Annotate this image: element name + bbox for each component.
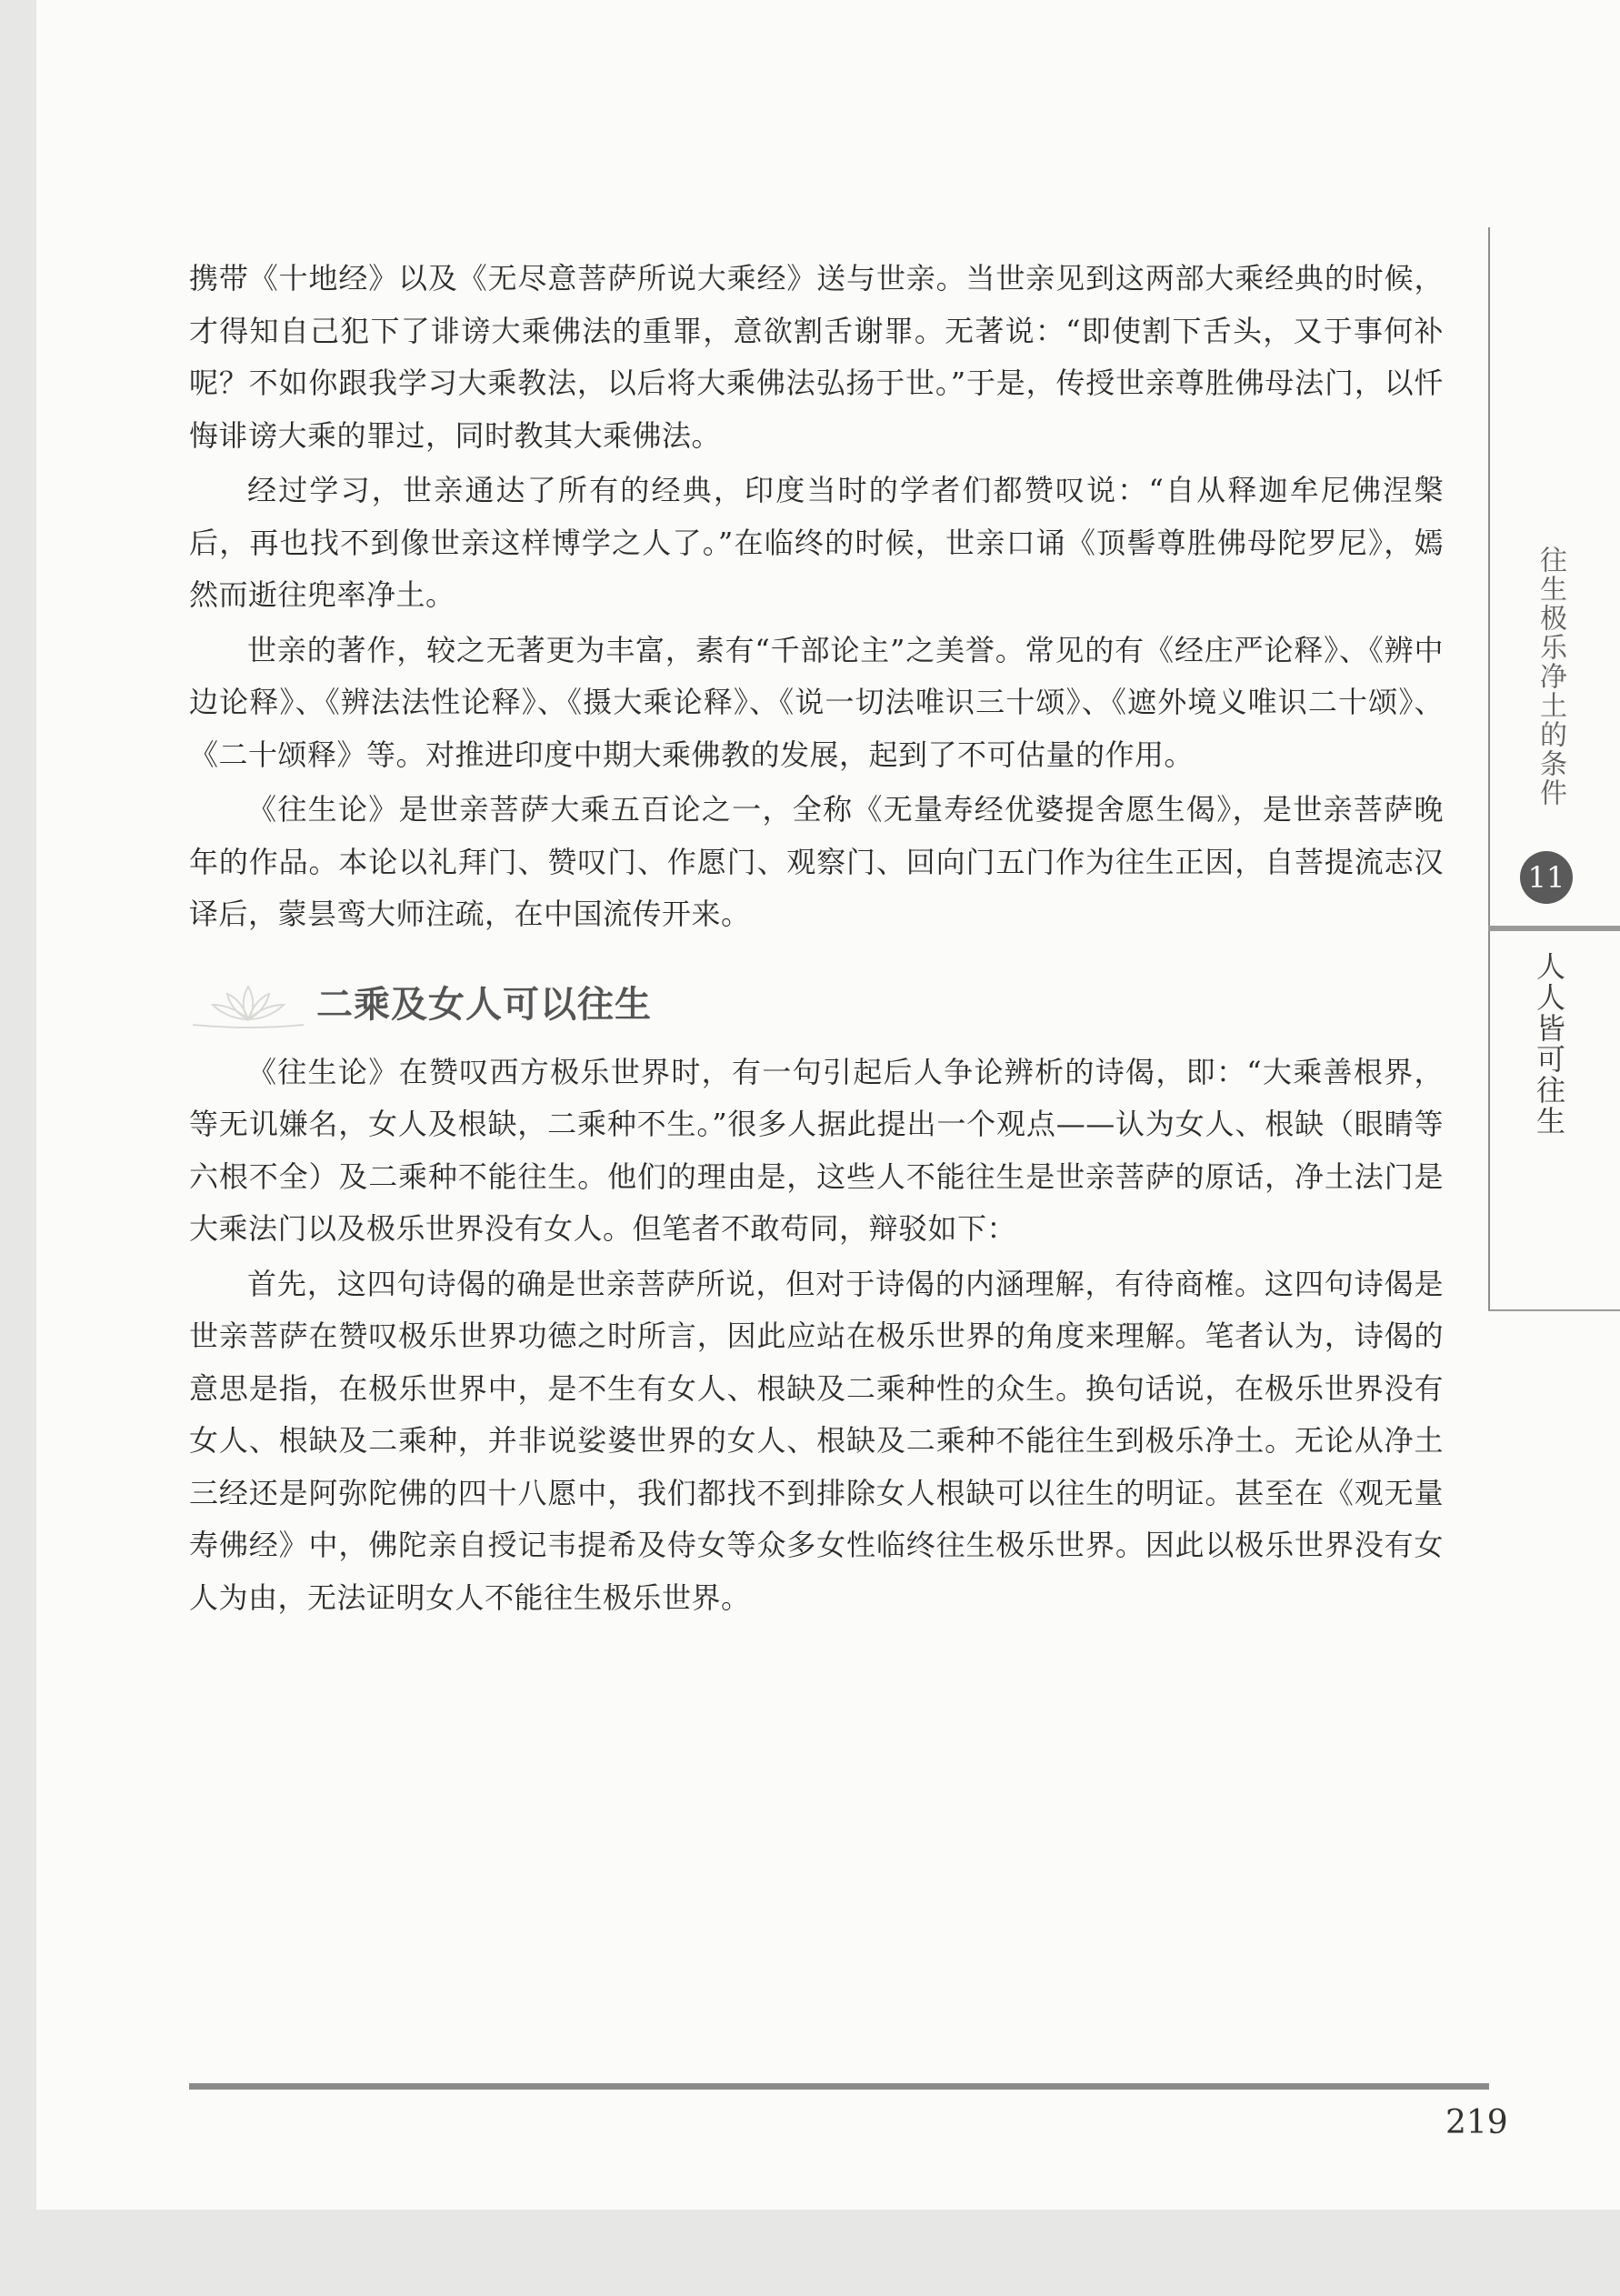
paragraph-3: 世亲的著作，较之无著更为丰富，素有“千部论主”之美誉。常见的有《经庄严论释》、《辨中边论释》、《辨法法性论释》、《摄大乘论释》、《说一切法唯识三十颂》、《遮外境义唯识二十颂》、《二十颂释》等。对推进印度中期大乘佛教的发展，起到了不可估量的作用。 (189, 632, 1444, 772)
paragraph-6: 首先，这四句诗偈的确是世亲菩萨所说，但对于诗偈的内涵理解，有待商榷。这四句诗偈是世亲菩萨在赞叹极乐世界功德之时所言，因此应站在极乐世界的角度来理解。笔者认为，诗偈的意思是指，在极乐世界中，是不生有女人、根缺及二乘种性的众生。换句话说，在极乐世界没有女人、根缺及二乘种，并非说娑婆世界的女人、根缺及二乘种不能往生到极乐净土。无论从净土三经还是阿弥陀佛的四十八愿中，我们都找不到排除女人根缺可以往生的明证。甚至在《观无量寿佛经》中，佛陀亲自授记韦提希及侍女等众多女性临终往生极乐世界。因此以极乐世界没有女人为由，无法证明女人不能往生极乐世界。 (189, 1266, 1444, 1615)
paragraph-5: 《往生论》在赞叹西方极乐世界时，有一句引起后人争论辨析的诗偈，即：“大乘善根界，等无讥嫌名，女人及根缺，二乘种不生。”很多人据此提出一个观点——认为女人、根缺（眼睛等六根不全）及二乘种不能往生。他们的理由是，这些人不能往生是世亲菩萨的原话，净土法门是大乘法门以及极乐世界没有女人。但笔者不敢苟同，辩驳如下： (189, 1054, 1444, 1246)
lotus-icon (189, 978, 307, 1036)
footer-rule (189, 2083, 1489, 2090)
sidebar-lower-rule (1488, 1309, 1620, 1311)
sidebar-divider (1488, 926, 1620, 931)
section-heading (189, 974, 1444, 1047)
section-title: 人人皆可往生 (1532, 951, 1566, 1137)
paragraph-1: 携带《十地经》以及《无尽意菩萨所说大乘经》送与世亲。当世亲见到这两部大乘经典的时候，才得知自己犯下了诽谤大乘佛法的重罪，意欲割舌谢罪。无著说：“即使割下舌头，又于事何补呢？不如你跟我学习大乘教法，以后将大乘佛法弘扬于世。”于是，传授世亲尊胜佛母法门，以忏悔诽谤大乘的罪过，同时教其大乘佛法。 (189, 261, 1444, 453)
paragraph-4: 《往生论》是世亲菩萨大乘五百论之一，全称《无量寿经优婆提舍愿生偈》，是世亲菩萨晚年的作品。本论以礼拜门、赞叹门、作愿门、观察门、回向门五门作为往生正因，自菩提流志汉译后，蒙昙鸾大师注疏，在中国流传开来。 (189, 792, 1444, 931)
section-heading-text: 二乘及女人可以往生 (316, 983, 652, 1026)
page-number: 219 (1445, 2104, 1508, 2141)
paragraph-2: 经过学习，世亲通达了所有的经典，印度当时的学者们都赞叹说：“自从释迦牟尼佛涅槃后，再也找不到像世亲这样博学之人了。”在临终的时候，世亲口诵《顶髻尊胜佛母陀罗尼》，嫣然而逝往兜率净土。 (189, 473, 1444, 612)
chapter-title: 往生极乐净土的条件 (1535, 546, 1566, 807)
body-text (189, 253, 1444, 1627)
chapter-number-badge: 11 (1520, 851, 1573, 904)
sidebar-rule (1488, 227, 1490, 1311)
